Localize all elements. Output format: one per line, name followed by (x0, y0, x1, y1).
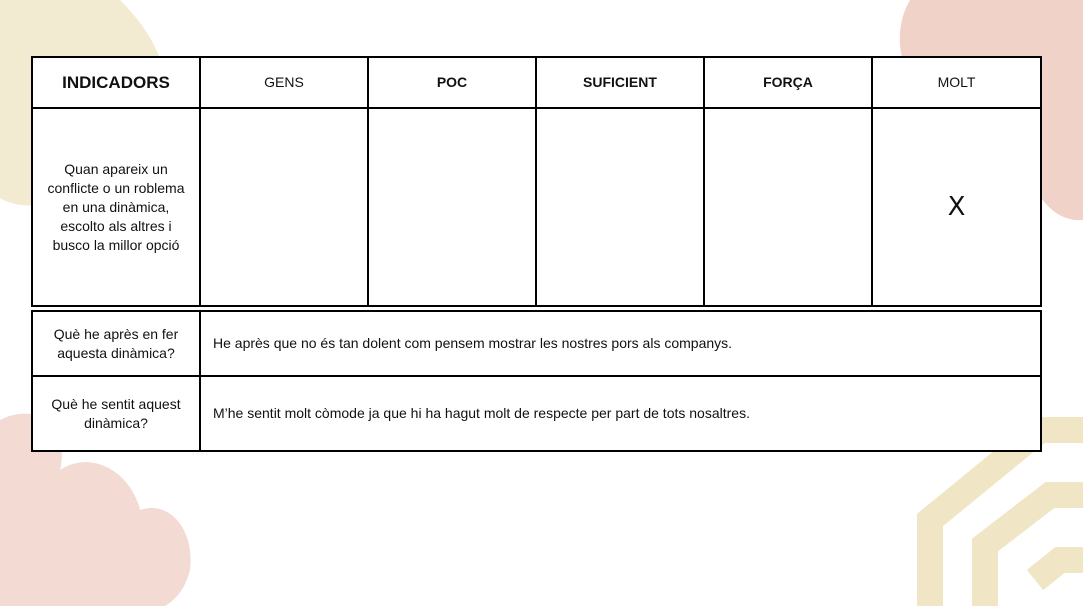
cell-molt-mark: X (872, 108, 1041, 306)
indicator-row (32, 108, 1041, 306)
header-molt: MOLT (872, 57, 1041, 108)
indicators-table (31, 56, 1042, 307)
header-forca: FORÇA (704, 57, 872, 108)
header-row (32, 57, 1041, 108)
answer-felt: M’he sentit molt còmode ja que hi ha hagut molt de respecte per part de tots nosaltres. (200, 376, 1041, 451)
reflection-row (32, 376, 1041, 451)
cell-suficient (536, 108, 704, 306)
cell-forca (704, 108, 872, 306)
header-suficient: SUFICIENT (536, 57, 704, 108)
cell-poc (368, 108, 536, 306)
header-gens: GENS (200, 57, 368, 108)
reflection-table (31, 310, 1042, 452)
header-poc: POC (368, 57, 536, 108)
answer-learned: He après que no és tan dolent com pensem mostrar les nostres pors als companys. (200, 311, 1041, 376)
cell-gens (200, 108, 368, 306)
question-felt: Què he sentit aquest dinàmica? (32, 376, 200, 451)
header-indicadors: INDICADORS (32, 57, 200, 108)
reflection-row (32, 311, 1041, 376)
beige-spiral-bottom-right (930, 430, 1083, 606)
question-learned: Què he après en fer aquesta dinàmica? (32, 311, 200, 376)
indicator-text: Quan apareix un conflicte o un roblema en una dinàmica, escolto als altres i busco la millor opció (32, 108, 200, 306)
